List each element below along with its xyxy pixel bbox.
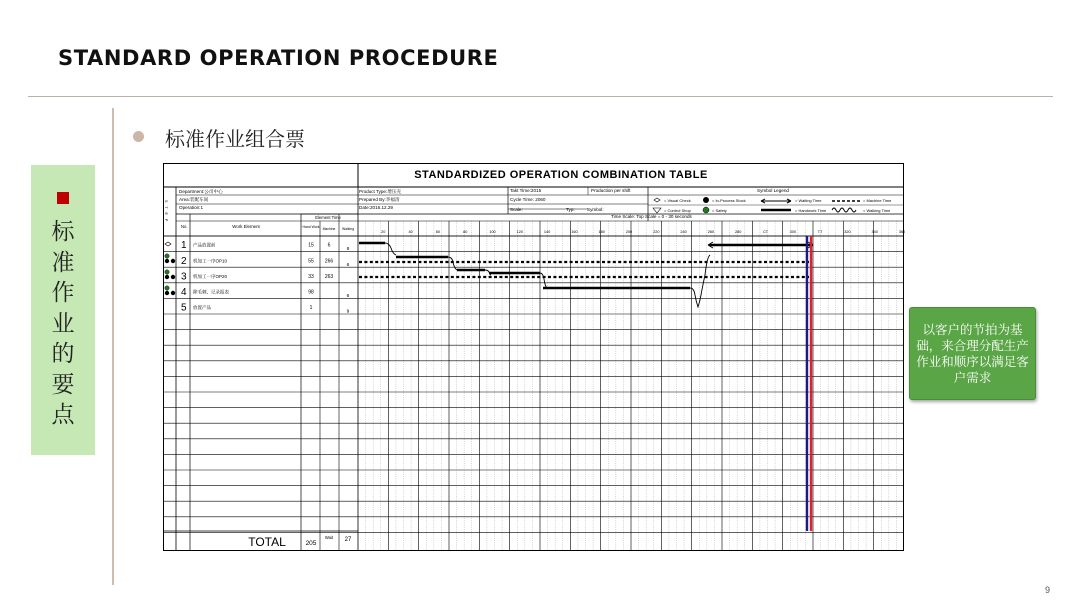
sidebar-char: 点: [51, 402, 75, 428]
safety-icon: [165, 254, 169, 258]
symbol-legend-title: Symbol Legend: [757, 188, 789, 193]
sidebar-panel: [31, 165, 95, 455]
row-walk-time: 8: [346, 247, 350, 253]
area-label: Area:装配车间: [179, 197, 209, 202]
production-per-shift-label: Production per shift: [591, 188, 631, 193]
legend-in-process-stock: = In-Process Stock: [712, 198, 746, 203]
table-title: STANDARDIZED OPERATION COMBINATION TABLE: [414, 169, 708, 181]
row-machine-time: 6: [327, 242, 331, 249]
red-square-icon: [57, 192, 69, 204]
scale-tick-label: 220: [653, 230, 660, 234]
legend-handwork-time: = Handwork Time: [795, 208, 827, 213]
in-process-stock-icon: [171, 291, 175, 295]
product-type-label: Product Type:增压壳: [359, 189, 402, 194]
row-number: 3: [181, 271, 187, 283]
row-hand-time: 55: [308, 258, 314, 265]
scale-tick-label: 240: [680, 230, 687, 234]
date-label: Date:2016.12.29: [359, 205, 393, 210]
no-column-label: No.: [181, 224, 188, 229]
combination-table: [163, 163, 904, 551]
row-walk-time: 6: [346, 294, 350, 300]
in-process-stock-icon: [165, 259, 169, 263]
department-label: Department:公司中心: [179, 189, 223, 194]
scale-tick-label: 280: [735, 230, 742, 234]
legend-machine-time: = Machine Time: [863, 198, 892, 203]
row-work-element: 机加工一序OP10: [193, 258, 228, 264]
legend-walking-time: = Walking Time: [863, 208, 891, 213]
row-work-element: 产品放置前: [193, 242, 216, 248]
sidebar-char: 准: [51, 249, 75, 276]
legend-control-shop: = Control Shop: [664, 208, 691, 213]
total-walk: 27: [344, 537, 352, 543]
row-hand-time: 15: [308, 242, 314, 249]
legend-visual-check: = Visual Check: [664, 198, 691, 203]
symbol-label: Symbol:: [587, 207, 604, 212]
page-number: 9: [1045, 585, 1051, 595]
scale-tick-label: CT: [762, 230, 769, 234]
safety-icon: [165, 270, 169, 274]
row-number: 4: [181, 287, 187, 299]
sidebar-char: 的: [51, 341, 75, 367]
row-number: 5: [181, 302, 187, 314]
sidebar-char: 标: [51, 219, 75, 245]
title-divider: [28, 96, 1053, 97]
in-process-stock-icon: [703, 197, 709, 203]
in-process-stock-icon: [165, 275, 169, 279]
scale-tick-label: 120: [516, 230, 523, 234]
step-column-label: S T E P: [164, 200, 168, 223]
in-process-stock-icon: [165, 291, 169, 295]
scale-tick-label: 140: [543, 230, 551, 234]
scale-tick-label: 60: [435, 230, 441, 234]
row-number: 1: [181, 240, 187, 252]
scale-tick-label: 180: [598, 230, 605, 234]
bullet-heading: 标准作业组合票: [165, 127, 305, 151]
row-hand-time: 1: [309, 305, 313, 312]
scale-tick-label: 320: [844, 230, 851, 234]
takt-time-label: Takt Time:2015: [510, 188, 542, 193]
bullet-dot-icon: [133, 131, 144, 142]
typ-label: Typ:: [566, 207, 575, 212]
time-scale-label: Time Scale: Top Scale = 0 - 30 seconds: [611, 214, 692, 219]
row-work-element: 除毛刺、记录报表: [193, 289, 229, 295]
sidebar-char: 作: [51, 280, 75, 306]
work-element-column-label: Work Element: [232, 224, 260, 229]
scale-tick-label: TT: [817, 230, 823, 234]
row-walk-time: 9: [346, 309, 350, 315]
combination-table-svg: [163, 163, 904, 551]
row-walk-time: 6: [346, 262, 350, 268]
page-title: STANDARD OPERATION PROCEDURE: [58, 46, 499, 70]
safety-icon: [165, 286, 169, 290]
scale-tick-label: 300: [789, 230, 796, 234]
row-work-element: 机加工一序OP20: [193, 273, 228, 279]
walking-column-label: Walking: [342, 227, 354, 231]
scale-tick-label: 260: [707, 230, 715, 234]
row-work-element: 放置产品: [193, 305, 211, 311]
sidebar-char: 业: [51, 310, 75, 337]
total-hand: 205: [305, 540, 317, 547]
scale-tick-label: 20: [381, 230, 386, 234]
in-process-stock-icon: [171, 275, 175, 279]
row-number: 2: [181, 255, 187, 267]
total-label: TOTAL: [248, 535, 286, 549]
element-time-column-label: Element Time: [315, 215, 341, 220]
hand-work-column-label: Hand Work: [302, 225, 320, 229]
row-machine-time: 263: [324, 273, 334, 280]
safety-icon: [703, 207, 709, 213]
legend-waiting-time: = Waiting Time: [795, 198, 822, 203]
scale-tick-label: 200: [625, 230, 633, 234]
scale-tick-label: 40: [408, 230, 413, 234]
sidebar-text: [31, 217, 95, 431]
sidebar-char: 要: [51, 371, 75, 398]
scale-label: Scale:: [510, 207, 523, 212]
in-process-stock-icon: [171, 259, 175, 263]
scale-tick-label: 340: [871, 230, 878, 234]
scale-tick-label: 160: [571, 230, 578, 234]
scale-tick-label: 80: [463, 230, 468, 234]
callout-box: 以客户的节拍为基础，来合理分配生产作业和顺序以满足客户需求: [909, 307, 1036, 400]
machine-column-label: Machine: [322, 227, 336, 231]
cycle-time-label: Cycle Time: 2060: [510, 197, 546, 202]
vertical-divider: [112, 108, 114, 585]
row-hand-time: 98: [308, 289, 314, 296]
prepared-by-label: Prepared By:李福清: [359, 197, 400, 202]
row-hand-time: 33: [308, 273, 314, 280]
scale-tick-label: 100: [489, 230, 496, 234]
row-machine-time: 266: [324, 258, 334, 265]
operation-label: Operation:1: [179, 205, 204, 210]
scale-tick-label: 360: [898, 230, 906, 234]
legend-safety: = Safety: [712, 208, 727, 213]
total-machine: Wait: [324, 535, 334, 540]
